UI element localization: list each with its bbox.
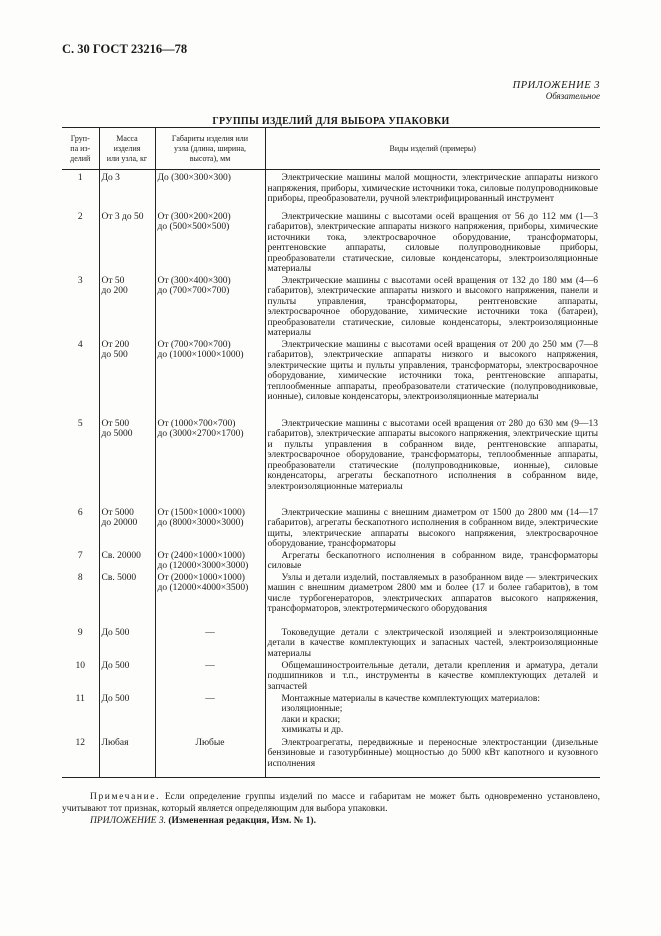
note-label: Примечание. [90, 792, 161, 802]
dimensions-cell: От (300×200×200) до (500×500×500) [155, 212, 265, 276]
product-groups-table [62, 127, 600, 778]
dimensions-cell: От (2400×1000×1000) до (12000×3000×3000) [155, 551, 265, 573]
table-header-row [62, 128, 600, 170]
revision-note [90, 816, 316, 826]
appendix-number: ПРИЛОЖЕНИЕ 3 [512, 80, 600, 91]
group-number: 5 [77, 418, 83, 429]
table-row [62, 419, 600, 508]
dimensions-cell: От (300×400×300) до (700×700×700) [155, 276, 265, 340]
mass-cell: До 500 [99, 661, 155, 694]
group-number: 3 [77, 275, 83, 286]
kinds-cell: Электрические машины с высотами осей вращения от 132 до 180 мм (4—6 габаритов), электрические аппараты низкого и высокого напряжения, панели и пульты управления, трансформаторы, рентгеновские аппараты, электросварочное оборудование, химические источники тока (батареи), преобразователи статические, силовые конденсаторы, электроизоляционные материалы [265, 276, 600, 340]
group-number: 11 [75, 693, 85, 704]
dimensions-cell: От (1000×700×700) до (3000×2700×1700) [155, 419, 265, 508]
table-row [62, 573, 600, 628]
kinds-cell: Электрические машины с высотами осей вращения от 56 до 112 мм (1—3 габаритов), электрические аппараты низкого напряжения, приборы, химические источники тока, электросварочное оборудование, трансформаторы, рентгеновские аппараты, силовые полупроводниковые приборы, преобразователи статические, силовые конденсаторы, электроизоляционные материалы [265, 212, 600, 276]
page-header: С. 30 ГОСТ 23216—78 [62, 42, 188, 56]
group-number: 6 [77, 507, 83, 518]
kinds-cell: Электрические машины малой мощности, электрические аппараты низкого напряжения, приборы, химические источники тока, силовые полупроводниковые приборы, преобразователи, ручной электрифицированный инструмент [265, 170, 600, 212]
table-row [62, 508, 600, 551]
group-number: 4 [77, 339, 83, 350]
note-text: Если определение группы изделий по массе и габаритам не может быть одновременно установлено, учитывают тот признак, который является определяющим для выбора упаковки. [62, 792, 600, 814]
mass-cell: От 50 до 200 [99, 276, 155, 340]
table-row [62, 738, 600, 778]
dimensions-cell: — [155, 628, 265, 661]
table-row [62, 212, 600, 276]
table-row [62, 628, 600, 661]
revision-text: (Измененная редакция, Изм. № 1). [168, 816, 316, 826]
mass-cell: Св. 20000 [99, 551, 155, 573]
group-number: 8 [77, 572, 83, 583]
kinds-cell: Электрические машины с высотами осей вращения от 280 до 630 мм (9—13 габаритов), электрические аппараты высокого напряжения, электрические щиты и пульты управления в собранном виде, рентгеновские аппараты, электросварочное оборудование, трансформаторы, теплообменные аппараты, преобразователи статические (полупроводниковые, ионные), силовые конденсаторы, агрегаты бескапотного исполнения в собранном виде, электроизоляционные материалы [265, 419, 600, 508]
kinds-cell: Общемашиностроительные детали, детали крепления и арматура, детали подшипников и т.п., инструменты в качестве комплектующих деталей и запчастей [265, 661, 600, 694]
mass-cell: От 500 до 5000 [99, 419, 155, 508]
mass-cell: От 5000 до 20000 [99, 508, 155, 551]
table-row [62, 340, 600, 419]
mass-cell: От 200 до 500 [99, 340, 155, 419]
mass-cell: До 500 [99, 694, 155, 738]
group-number: 2 [77, 211, 83, 222]
col-header-group: Груп- па из- делий [62, 128, 99, 170]
appendix-status: Обязательное [545, 91, 600, 101]
kinds-cell: Монтажные материалы в качестве комплектующих материалов: изоляционные; лаки и краски; химикаты и др. [265, 694, 600, 738]
kinds-cell: Электроагрегаты, передвижные и переносные электростанции (дизельные бензиновые и газотурбинные) мощностью до 5000 кВт капотного и кузовного исполнения [265, 738, 600, 778]
col-header-mass: Масса изделия или узла, кг [99, 128, 155, 170]
table-row [62, 276, 600, 340]
mass-cell: Любая [99, 738, 155, 778]
table-row [62, 694, 600, 738]
group-number: 1 [77, 173, 83, 183]
table-title: ГРУППЫ ИЗДЕЛИЙ ДЛЯ ВЫБОРА УПАКОВКИ [212, 116, 450, 127]
table-note [62, 791, 600, 815]
col-header-dimensions: Габариты изделия или узла (длина, ширина, высота), мм [155, 128, 265, 170]
dimensions-cell: До (300×300×300) [155, 170, 265, 212]
mass-cell: До 500 [99, 628, 155, 661]
table-row [62, 170, 600, 212]
kinds-cell: Электрические машины с высотами осей вращения от 200 до 250 мм (7—8 габаритов), электрические аппараты низкого и высокого напряжения, электрические щиты и пульты управления, трансформаторы, электросварочное оборудование, химические источники тока, рентгеновские аппараты, теплообменные аппараты, преобразователи статические (полупроводниковые, ионные), силовые конденсаторы, электроизоляционные материалы [265, 340, 600, 419]
revision-appendix-ref: ПРИЛОЖЕНИЕ 3. [90, 816, 166, 826]
group-number: 7 [77, 550, 83, 561]
appendix-label [513, 80, 600, 101]
group-number: 9 [77, 627, 83, 638]
col-header-kinds: Виды изделий (примеры) [265, 128, 600, 170]
mass-cell: От 3 до 50 [99, 212, 155, 276]
table-row [62, 661, 600, 694]
mass-cell: До 3 [99, 170, 155, 212]
kinds-cell: Токоведущие детали с электрической изоляцией и электроизоляционные детали в качестве комплектующих и запасных частей, электроизоляционные материалы [265, 628, 600, 661]
dimensions-cell: От (1500×1000×1000) до (8000×3000×3000) [155, 508, 265, 551]
table-row [62, 551, 600, 573]
dimensions-cell: От (700×700×700) до (1000×1000×1000) [155, 340, 265, 419]
group-number: 12 [62, 738, 99, 778]
kinds-cell: Электрические машины с внешним диаметром от 1500 до 2800 мм (14—17 габаритов), агрегаты бескапотного исполнения в собранном виде, электрические щиты, электрические аппараты высокого напряжения, электросварочное оборудование, трансформаторы [265, 508, 600, 551]
dimensions-cell: — [155, 694, 265, 738]
kinds-cell: Узлы и детали изделий, поставляемых в разобранном виде — электрических машин с внешним диаметром 2800 мм и более (17 и более габаритов), в том числе турбогенераторов, электрических аппаратов высокого напряжения, трансформаторов, электротермического оборудования [265, 573, 600, 628]
group-number: 10 [75, 660, 85, 671]
kinds-cell: Агрегаты бескапотного исполнения в собранном виде, трансформаторы силовые [265, 551, 600, 573]
mass-cell: Св. 5000 [99, 573, 155, 628]
dimensions-cell: — [155, 661, 265, 694]
dimensions-cell: От (2000×1000×1000) до (12000×4000×3500) [155, 573, 265, 628]
dimensions-cell: Любые [155, 738, 265, 778]
